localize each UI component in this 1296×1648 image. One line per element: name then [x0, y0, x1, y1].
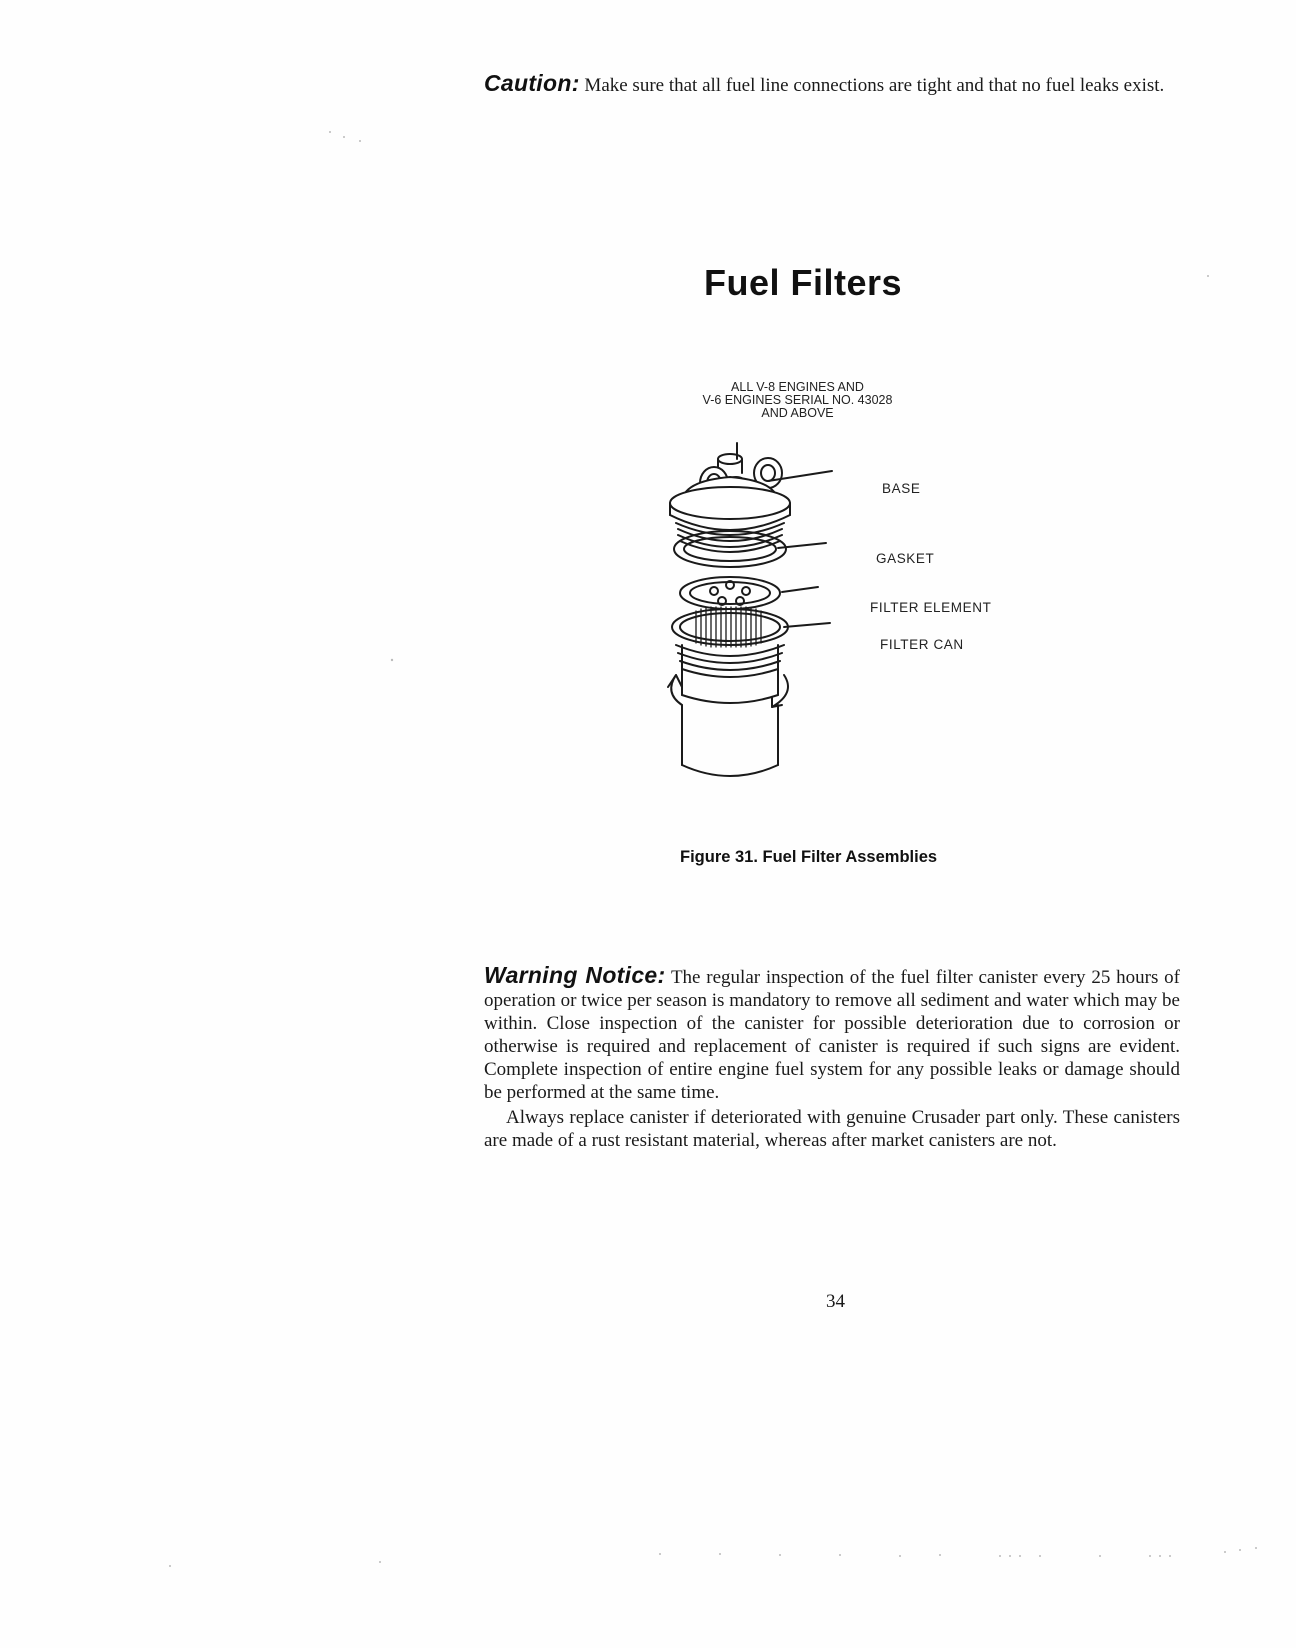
callout-filter-element: FILTER ELEMENT	[870, 600, 992, 615]
fuel-filter-figure	[660, 375, 1060, 805]
warning-paragraph-2: Always replace canister if deteriorated with genuine Crusader part only. These canisters are made of a rust resistant material, whereas after market canisters are not.	[484, 1107, 1180, 1151]
caution-label: Caution:	[484, 70, 580, 96]
figure-applicability-note	[660, 381, 935, 420]
warning-text: The regular inspection of the fuel filter canister every 25 hours of operation or twice per season is mandatory to remove all sediment and water which may be within. Close inspection of the canister for possible deterioration due to corrosion or otherwise is required and replacement of canister is required if such signs are evident. Complete inspection of entire engine fuel system for any possible leaks or damage should be performed at the same time.	[484, 967, 1180, 1103]
warning-notice	[484, 964, 1180, 1152]
callout-gasket: GASKET	[876, 551, 935, 566]
figure-caption: Figure 31. Fuel Filter Assemblies	[680, 848, 938, 866]
fuel-filter-illustration	[660, 375, 1060, 805]
section-title: Fuel Filters	[704, 262, 903, 303]
figure-note-line-3: AND ABOVE	[761, 406, 834, 420]
callout-base: BASE	[882, 481, 921, 496]
page-number: 34	[826, 1291, 845, 1312]
warning-paragraph-1	[484, 964, 1180, 1104]
warning-label: Warning Notice:	[484, 962, 666, 988]
callout-filter-can: FILTER CAN	[880, 637, 964, 652]
caution-paragraph	[484, 72, 1180, 97]
figure-note-line-1: ALL V-8 ENGINES AND	[731, 380, 864, 394]
figure-note-line-2: V-6 ENGINES SERIAL NO. 43028	[702, 393, 893, 407]
caution-text: Make sure that all fuel line connections are tight and that no fuel leaks exist.	[584, 75, 1165, 96]
